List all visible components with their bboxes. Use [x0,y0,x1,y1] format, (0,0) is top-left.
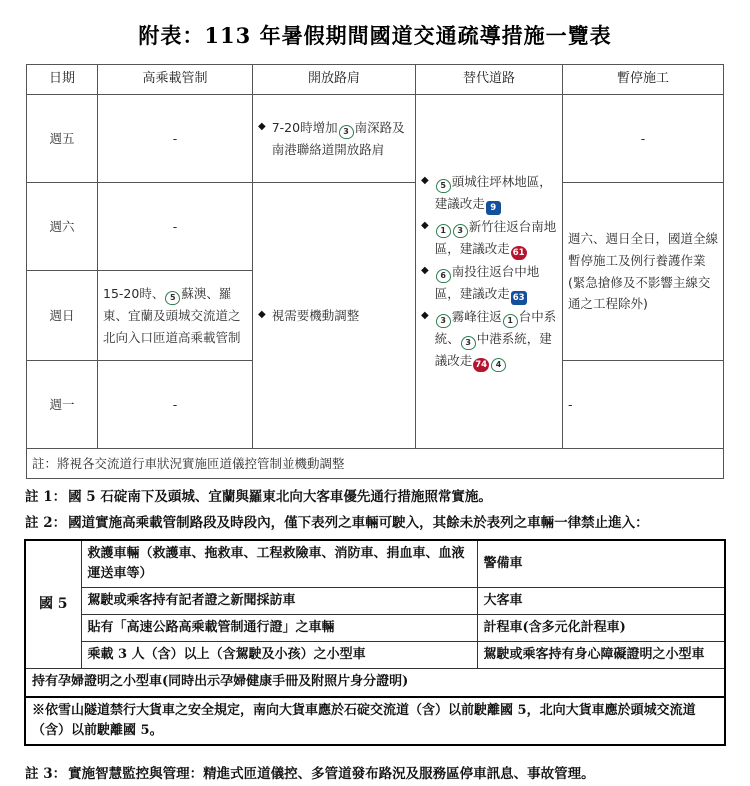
vehicle-cell-left: 乘載 3 人（含）以上（含駕駛及小孩）之小型車 [81,642,477,669]
column-header-shoulder: 開放路肩 [253,65,416,95]
vehicle-table-row-label: 國 5 [25,540,81,669]
footnote-3-section [25,746,725,786]
bullet-icon: ◆ [421,265,429,276]
footnote-3-body: 實施智慧監控與管理：精進式匝道儀控、多管道發布路況及服務區停車訊息、事故管理。 [68,765,595,782]
hov-sunday: 15-20時、 5 蘇澳、羅東、宜蘭及頭城交流道之北向入口匝道高乘載管制 [98,271,253,361]
table-row-friday [27,95,724,183]
footnote-2 [25,513,725,535]
table-footer-note-row [27,449,724,479]
freeway-shield-icon: 1 [503,314,518,328]
freeway-shield-icon: 3 [461,336,476,350]
footnote-1-label: 註 1： [25,489,67,505]
table-row-saturday [27,183,724,271]
hov-friday: - [98,95,253,183]
day-label-sunday: 週日 [27,271,98,361]
freeway-shield-icon: 4 [491,358,506,372]
traffic-schedule-table [26,64,724,479]
footnote-3-label: 註 3： [25,765,67,782]
footnotes-section [25,479,725,535]
vehicle-starred-note: ※依雪山隧道禁行大貨車之安全規定，南向大貨車應於石碇交流道（含）以前駛離國 5，北向大貨車應於頭城交流道（含）以前駛離國 5。 [25,697,725,745]
footnote-2-body: 國道實施高乘載管制路段及時段內，僅下表列之車輛可駛入，其餘未於表列之車輛一律禁止進入： [68,514,649,531]
expressway-shield-icon: 61 [512,248,525,258]
shoulder-merged-text: 視需要機動調整 [271,307,360,323]
construction-merged-cell: 週六、週日全日，國道全線暫停施工及例行養護作業(緊急搶修及不影響主線交通之工程除外) [563,183,724,361]
alternate-item-4: ◆ 3 霧峰往返 1 台中系統、 3 中港系統，建議改走 74 4 [421,306,557,372]
vehicle-cell-left: 貼有「高速公路高乘載管制通行證」之車輛 [81,615,477,642]
bullet-icon: ◆ [421,310,429,321]
vehicle-row-3 [25,615,725,642]
alternate-item-3: ◆ 6 南投往返台中地區，建議改走 63 [421,261,557,305]
shoulder-merged-cell [253,183,416,449]
hov-saturday: - [98,183,253,271]
page-title: 附表：113 年暑假期間國道交通疏導措施一覽表 [138,23,612,48]
column-header-alternate: 替代道路 [416,65,563,95]
bullet-icon: ◆ [258,120,266,132]
footnote-3 [25,764,725,786]
column-header-date: 日期 [27,65,98,95]
freeway-shield-icon: 6 [436,269,451,283]
footnote-2-label: 註 2： [25,514,67,531]
bullet-icon: ◆ [421,220,429,231]
provincial-shield-icon: 63 [512,293,525,303]
footnote-1 [25,487,725,509]
freeway-shield-icon: 5 [165,291,180,305]
hov-monday: - [98,361,253,449]
vehicle-row-2 [25,588,725,615]
freeway-shield-icon: 3 [339,125,354,139]
footnote-1-body: 國 5 石碇南下及頭城、宜蘭與羅東北向大客車優先通行措施照常實施。 [68,489,492,505]
table-header-row [27,65,724,95]
alternate-item-1: ◆ 5 頭城往坪林地區，建議改走 9 [421,171,557,215]
permitted-vehicles-table [24,539,726,746]
vehicle-row-1 [25,540,725,588]
vehicle-cell-right: 警備車 [477,540,725,588]
provincial-shield-icon: 9 [486,201,501,215]
expressway-shield-icon: 74 [475,360,488,370]
vehicle-full-row: 持有孕婦證明之小型車(同時出示孕婦健康手冊及附照片身分證明) [25,669,725,697]
freeway-shield-icon: 5 [436,179,451,193]
vehicle-cell-left: 救護車輛（救護車、拖救車、工程救險車、消防車、捐血車、血液運送車等） [81,540,477,588]
alternate-routes-cell [416,95,563,449]
bullet-icon: ◆ [421,175,429,186]
vehicle-cell-left: 駕駛或乘客持有記者證之新聞採訪車 [81,588,477,615]
freeway-shield-icon: 3 [453,224,468,238]
freeway-shield-icon: 1 [436,224,451,238]
bullet-icon: ◆ [258,308,266,320]
shoulder-friday [253,95,416,183]
vehicle-row-pregnancy [25,669,725,697]
construction-friday: - [563,95,724,183]
vehicle-cell-right: 計程車(含多元化計程車) [477,615,725,642]
day-label-monday: 週一 [27,361,98,449]
vehicle-row-4 [25,642,725,669]
freeway-shield-icon: 3 [436,314,451,328]
vehicle-cell-right: 大客車 [477,588,725,615]
alternate-item-2: ◆ 1 3 新竹往返台南地區，建議改走 61 [421,216,557,260]
day-label-friday: 週五 [27,95,98,183]
column-header-hov: 高乘載管制 [98,65,253,95]
vehicle-cell-right: 駕駛或乘客持有身心障礙證明之小型車 [477,642,725,669]
day-label-saturday: 週六 [27,183,98,271]
shoulder-friday-text: 7-20時增加 3 南深路及南港聯絡道開放路肩 [271,119,405,157]
table-footer-note: 註：將視各交流道行車狀況實施匝道儀控管制並機動調整 [27,449,724,479]
construction-monday: - [563,361,724,449]
column-header-construction: 暫停施工 [563,65,724,95]
vehicle-row-truck-restriction [25,697,725,745]
